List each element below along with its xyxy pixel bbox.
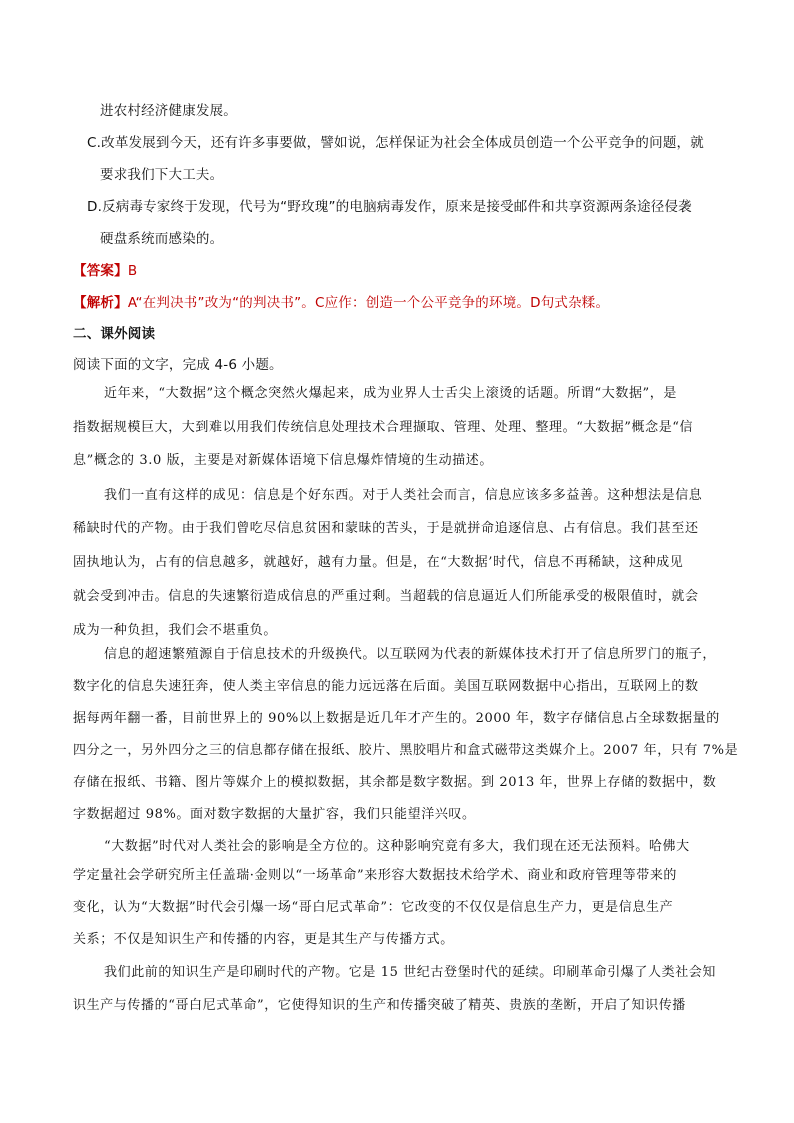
passage-p3-line5: 存储在报纸、书籍、图片等媒介上的模拟数据，其余都是数字数据。到 2013 年，世界上存储的数据中，数	[73, 775, 717, 790]
passage-p1-line2: 指数据规模巨大，大到难以用我们传统信息处理技术合理撷取、管理、处理、整理。“大数据”概念是“信	[73, 420, 694, 435]
passage-p1-line3: 息”概念的 3.0 版，主要是对新媒体语境下信息爆炸情境的生动描述。	[73, 453, 493, 468]
analysis-row	[73, 293, 609, 313]
answer-row	[73, 261, 137, 281]
option-c-line1: C.改革发展到今天，还有许多事要做，譬如说，怎样保证为社会全体成员创造一个公平竞争的问题，就	[87, 135, 704, 151]
section-heading: 二、课外阅读	[73, 326, 156, 342]
section-instruction: 阅读下面的文字，完成 4-6 小题。	[73, 357, 283, 373]
passage-p1-line1: 近年来，“大数据”这个概念突然火爆起来，成为业界人士舌尖上滚烫的话题。所谓“大数据”，是	[104, 386, 677, 401]
passage-p4-line4: 关系；不仅是知识生产和传播的内容，更是其生产与传播方式。	[73, 932, 454, 947]
passage-p4-line1: “大数据”时代对人类社会的影响是全方位的。这种影响究竟有多大，我们现在还无法预料。哈佛大	[104, 839, 690, 854]
passage-p3-line4: 四分之一，另外四分之三的信息都存储在报纸、胶片、黑胶唱片和盒式磁带这类媒介上。2007 年，只有 7%是	[73, 743, 739, 758]
option-b-tail: 进农村经济健康发展。	[100, 103, 237, 119]
passage-p3-line2: 数字化的信息失速狂奔，使人类主宰信息的能力远远落在后面。美国互联网数据中心指出，互联网上的数	[73, 679, 699, 694]
passage-p3-line6: 字数据超过 98%。面对数字数据的大量扩容，我们只能望洋兴叹。	[73, 807, 476, 822]
passage-p2-line1: 我们一直有这样的成见：信息是个好东西。对于人类社会而言，信息应该多多益善。这种想法是信息	[104, 488, 703, 503]
passage-p2-line4: 就会受到冲击。信息的失速繁衍造成信息的严重过剩。当超载的信息逼近人们所能承受的极限值时，就会	[73, 589, 699, 604]
analysis-label: 【解析】	[73, 295, 128, 311]
option-d-line2: 硬盘系统而感染的。	[100, 231, 224, 247]
analysis-text: A“在判决书”改为“的判决书”。C应作：创造一个公平竞争的环境。D句式杂糅。	[127, 295, 610, 311]
passage-p4-line2: 学定量社会学研究所主任盖瑞·金则以“一场革命”来形容大数据技术给学术、商业和政府管理等带来的	[73, 868, 678, 883]
passage-p3-line1: 信息的超速繁殖源自于信息技术的升级换代。以互联网为代表的新媒体技术打开了信息所罗门的瓶子，	[104, 647, 717, 662]
passage-p2-line2: 稀缺时代的产物。由于我们曾吃尽信息贫困和蒙昧的苦头，于是就拼命追逐信息、占有信息。我们甚至还	[73, 521, 699, 536]
passage-p3-line3: 据每两年翻一番，目前世界上的 90%以上数据是近几年才产生的。2000 年，数字存储信息占全球数据量的	[73, 711, 720, 726]
answer-value: B	[127, 263, 138, 279]
option-c-line2: 要求我们下大工夫。	[100, 167, 224, 183]
answer-label: 【答案】	[73, 263, 128, 279]
passage-p5-line2: 识生产与传播的“哥白尼式革命”，它使得知识的生产和传播突破了精英、贵族的垄断，开启了知识传播	[73, 998, 686, 1013]
option-d-line1: D.反病毒专家终于发现，代号为“野玫瑰”的电脑病毒发作，原来是接受邮件和共享资源两条途径侵袭	[87, 199, 692, 215]
passage-p4-line3: 变化，认为“大数据”时代会引爆一场“哥白尼式革命”：它改变的不仅仅是信息生产力，更是信息生产	[73, 900, 674, 915]
passage-p2-line5: 成为一种负担，我们会不堪重负。	[73, 623, 278, 638]
passage-p5-line1: 我们此前的知识生产是印刷时代的产物。它是 15 世纪古登堡时代的延续。印刷革命引爆了人类社会知	[104, 965, 717, 980]
passage-p2-line3: 固执地认为，占有的信息越多，就越好，越有力量。但是，在“大数据’时代，信息不再稀缺，这种成见	[73, 555, 684, 570]
